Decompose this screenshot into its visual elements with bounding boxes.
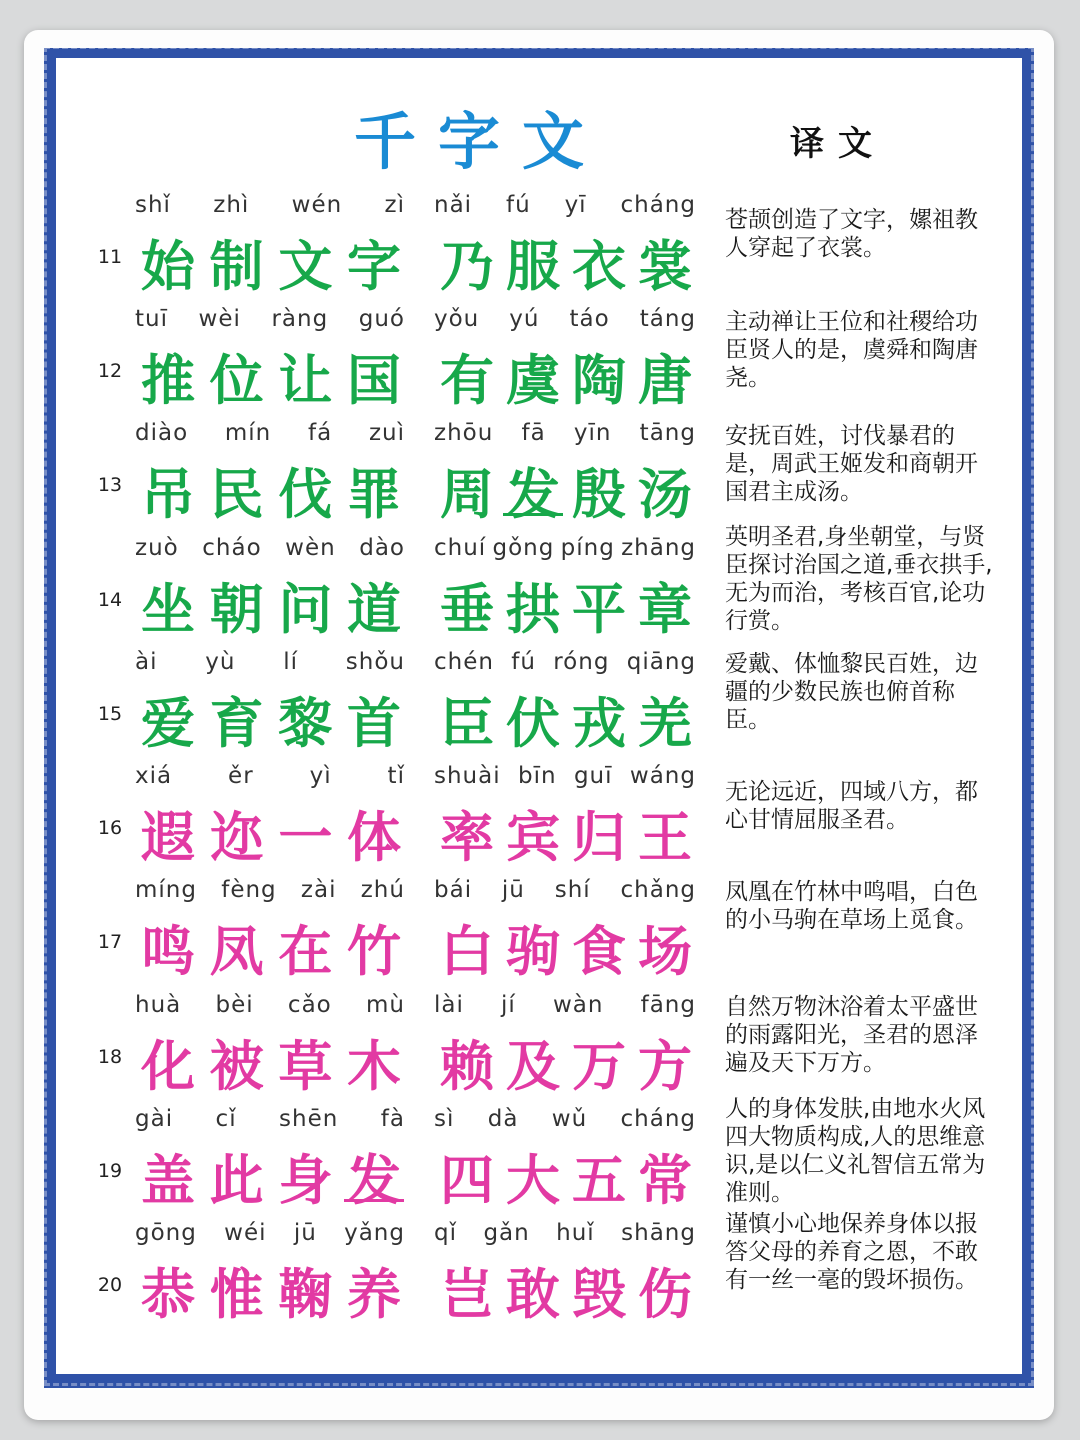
character-group-a (138, 452, 404, 526)
hanzi-character: 坐 (141, 577, 195, 641)
pinyin-syllable: mín (224, 420, 272, 446)
pinyin-group-a (135, 306, 405, 336)
pinyin-syllable: chuí (434, 535, 487, 561)
verse-translation: 爱戴、体恤黎民百姓，边疆的少数民族也俯首称臣。 (725, 651, 978, 733)
hanzi-character: 周 (440, 462, 494, 526)
verse-number: 16 (97, 817, 123, 839)
hanzi-character: 道 (346, 577, 401, 641)
pinyin-syllable: lài (434, 992, 464, 1018)
pinyin-syllable: sì (434, 1106, 455, 1132)
hanzi-character: 在 (278, 919, 333, 983)
character-group-b (437, 224, 695, 298)
pinyin-syllable: fèng (221, 877, 277, 903)
pinyin-group-a (135, 535, 405, 565)
pinyin-syllable: yǒu (434, 306, 480, 332)
pinyin-syllable: gǎn (483, 1220, 530, 1246)
verse-number: 12 (97, 360, 123, 382)
hanzi-character: 宾 (506, 805, 560, 869)
pinyin-syllable: dà (487, 1106, 519, 1132)
hanzi-character: 章 (638, 577, 692, 641)
pinyin-syllable: gōng (135, 1220, 197, 1246)
pinyin-syllable: shí (554, 877, 591, 903)
pinyin-group-b (434, 763, 696, 793)
hanzi-character: 臣 (440, 691, 494, 755)
pinyin-group-a (135, 420, 405, 450)
pinyin-group-a (135, 192, 405, 222)
hanzi-character: 垂 (440, 577, 494, 641)
pinyin-group-b (434, 877, 696, 907)
hanzi-character: 问 (278, 577, 333, 641)
hanzi-character: 有 (440, 348, 494, 412)
hanzi-character: 万 (572, 1034, 626, 1098)
pinyin-syllable: zì (384, 192, 405, 218)
pinyin-group-b (434, 306, 696, 336)
character-group-a (138, 1252, 404, 1326)
hanzi-character: 常 (638, 1148, 692, 1212)
pinyin-syllable: fá (308, 420, 333, 446)
pinyin-syllable: huà (135, 992, 182, 1018)
pinyin-syllable: huǐ (556, 1220, 595, 1246)
pinyin-syllable: gǒng (492, 535, 555, 561)
hanzi-character: 让 (278, 348, 333, 412)
hanzi-character: 首 (346, 691, 401, 755)
character-group-a (138, 567, 404, 641)
hanzi-character: 白 (440, 919, 494, 983)
character-group-b (437, 909, 695, 983)
pinyin-syllable: tuī (135, 306, 168, 332)
pinyin-syllable: cháng (620, 1106, 696, 1132)
hanzi-character: 竹 (346, 919, 401, 983)
pinyin-syllable: bái (434, 877, 473, 903)
pinyin-syllable: chǎng (620, 877, 696, 903)
hanzi-character: 场 (638, 919, 692, 983)
verse-translation: 安抚百姓，讨伐暴君的是，周武王姬发和商朝开国君主成汤。 (725, 423, 978, 505)
character-group-a (138, 1024, 404, 1098)
hanzi-character: 凤 (209, 919, 264, 983)
translation-header: 译文 (790, 124, 886, 164)
hanzi-character: 驹 (506, 919, 560, 983)
hanzi-character: 爱 (141, 691, 195, 755)
hanzi-character: 敢 (506, 1262, 560, 1326)
pinyin-syllable: zài (300, 877, 337, 903)
verse-number: 14 (97, 589, 123, 611)
hanzi-character: 黎 (278, 691, 333, 755)
pinyin-syllable: qǐ (434, 1220, 457, 1246)
hanzi-character: 文 (278, 234, 333, 298)
verse-translation: 人的身体发肤,由地水火风四大物质构成,人的思维意识,是以仁义礼智信五常为准则。 (725, 1096, 986, 1206)
hanzi-character: 殷 (572, 462, 626, 526)
verse-translation: 凤凰在竹林中鸣唱，白色的小马驹在草场上觅食。 (725, 879, 978, 933)
hanzi-character: 服 (506, 234, 560, 298)
hanzi-character: 衣 (572, 234, 626, 298)
pinyin-syllable: gài (135, 1106, 174, 1132)
character-group-a (138, 795, 404, 869)
pinyin-syllable: jí (501, 992, 516, 1018)
hanzi-character: 四 (440, 1148, 494, 1212)
hanzi-character: 方 (638, 1034, 692, 1098)
pinyin-syllable: zuì (368, 420, 405, 446)
character-group-b (437, 452, 695, 526)
pinyin-syllable: wǔ (551, 1106, 588, 1132)
pinyin-syllable: jū (293, 1220, 317, 1246)
hanzi-character: 字 (346, 234, 401, 298)
verse-translation: 英明圣君,身坐朝堂，与贤臣探讨治国之道,垂衣拱手,无为而治，考核百官,论功行赏。 (725, 524, 993, 634)
pinyin-syllable: ràng (271, 306, 329, 332)
character-group-a (138, 909, 404, 983)
character-group-b (437, 1024, 695, 1098)
pinyin-group-a (135, 877, 405, 907)
verse-number: 18 (97, 1046, 123, 1068)
character-group-a (138, 1138, 404, 1212)
verse-number: 20 (97, 1274, 123, 1296)
pinyin-syllable: yú (509, 306, 540, 332)
pinyin-syllable: zhì (213, 192, 250, 218)
pinyin-syllable: tāng (639, 420, 696, 446)
verse-translation: 谨慎小心地保养身体以报答父母的养育之恩，不敢有一丝一毫的毁坏损伤。 (725, 1211, 978, 1293)
pinyin-syllable: yù (205, 649, 236, 675)
hanzi-character: 恭 (141, 1262, 195, 1326)
pinyin-group-a (135, 763, 405, 793)
hanzi-character: 大 (506, 1148, 560, 1212)
pinyin-syllable: guó (358, 306, 405, 332)
pinyin-syllable: wén (291, 192, 343, 218)
hanzi-character: 毁 (572, 1262, 626, 1326)
pinyin-syllable: zhōu (434, 420, 494, 446)
pinyin-syllable: zuò (135, 535, 179, 561)
hanzi-character: 位 (209, 348, 264, 412)
character-group-b (437, 681, 695, 755)
hanzi-character: 此 (209, 1148, 264, 1212)
pinyin-syllable: ěr (228, 763, 254, 789)
pinyin-syllable: wèi (198, 306, 241, 332)
hanzi-character: 拱 (506, 577, 560, 641)
verse-translation: 自然万物沐浴着太平盛世的雨露阳光，圣君的恩泽遍及天下万方。 (725, 994, 978, 1076)
hanzi-character: 伤 (638, 1262, 692, 1326)
pinyin-syllable: wáng (629, 763, 696, 789)
hanzi-character: 五 (572, 1148, 626, 1212)
hanzi-character: 戎 (572, 691, 626, 755)
pinyin-syllable: fā (521, 420, 546, 446)
verse-translation: 无论远近，四域八方，都心甘情屈服圣君。 (725, 779, 978, 833)
verse-number: 11 (97, 246, 123, 268)
hanzi-character: 唐 (638, 348, 692, 412)
hanzi-character: 汤 (638, 462, 692, 526)
hanzi-character: 鸣 (141, 919, 195, 983)
pinyin-syllable: míng (135, 877, 197, 903)
pinyin-group-b (434, 1106, 696, 1136)
pinyin-syllable: yì (309, 763, 332, 789)
character-group-b (437, 795, 695, 869)
pinyin-syllable: dào (359, 535, 405, 561)
hanzi-character: 裳 (638, 234, 692, 298)
pinyin-syllable: shuài (434, 763, 501, 789)
character-group-b (437, 338, 695, 412)
pinyin-syllable: tǐ (387, 763, 405, 789)
character-group-a (138, 681, 404, 755)
hanzi-character: 养 (346, 1262, 401, 1326)
character-group-b (437, 1252, 695, 1326)
hanzi-character: 一 (278, 805, 333, 869)
hanzi-character: 育 (209, 691, 264, 755)
pinyin-syllable: táng (639, 306, 696, 332)
hanzi-character: 始 (141, 234, 195, 298)
pinyin-group-b (434, 1220, 696, 1250)
character-group-b (437, 1138, 695, 1212)
pinyin-syllable: lí (283, 649, 298, 675)
pinyin-syllable: yīn (573, 420, 612, 446)
hanzi-character: 被 (209, 1034, 264, 1098)
hanzi-character: 王 (638, 805, 692, 869)
hanzi-character: 陶 (572, 348, 626, 412)
hanzi-character: 赖 (440, 1034, 494, 1098)
character-group-a (138, 338, 404, 412)
pinyin-syllable: zhú (360, 877, 405, 903)
hanzi-character: 归 (572, 805, 626, 869)
pinyin-syllable: xiá (135, 763, 173, 789)
pinyin-syllable: jū (501, 877, 525, 903)
pinyin-syllable: wàn (552, 992, 604, 1018)
hanzi-character: 草 (278, 1034, 333, 1098)
verse-number: 13 (97, 474, 123, 496)
hanzi-character: 朝 (209, 577, 264, 641)
hanzi-character: 虞 (506, 348, 560, 412)
hanzi-character: 食 (572, 919, 626, 983)
hanzi-character: 平 (572, 577, 626, 641)
hanzi-character: 乃 (440, 234, 494, 298)
character-group-b (437, 567, 695, 641)
pinyin-syllable: táo (569, 306, 610, 332)
pinyin-syllable: cháo (202, 535, 262, 561)
hanzi-character: 吊 (141, 462, 195, 526)
pinyin-syllable: shǐ (135, 192, 171, 218)
hanzi-character: 国 (346, 348, 401, 412)
hanzi-character: 迩 (209, 805, 264, 869)
pinyin-syllable: róng (553, 649, 610, 675)
hanzi-character: 发 (503, 452, 563, 516)
hanzi-character: 制 (209, 234, 264, 298)
hanzi-character: 率 (440, 805, 494, 869)
hanzi-character: 化 (141, 1034, 195, 1098)
pinyin-syllable: cháng (620, 192, 696, 218)
hanzi-character: 罪 (346, 462, 401, 526)
character-group-a (138, 224, 404, 298)
hanzi-character: 民 (209, 462, 264, 526)
pinyin-group-a (135, 649, 405, 679)
pinyin-syllable: shēn (279, 1106, 339, 1132)
pinyin-syllable: píng (560, 535, 615, 561)
hanzi-character: 羌 (638, 691, 692, 755)
pinyin-syllable: wèn (285, 535, 336, 561)
pinyin-group-b (434, 535, 696, 565)
pinyin-group-b (434, 992, 696, 1022)
pinyin-syllable: zhāng (621, 535, 696, 561)
pinyin-syllable: shǒu (345, 649, 405, 675)
verse-translation: 苍颉创造了文字，嫘祖教人穿起了衣裳。 (725, 207, 978, 261)
pinyin-syllable: fāng (640, 992, 696, 1018)
pinyin-syllable: fú (511, 649, 536, 675)
pinyin-group-a (135, 1220, 405, 1250)
hanzi-character: 身 (278, 1148, 333, 1212)
hanzi-character: 遐 (141, 805, 195, 869)
verse-translation: 主动禅让王位和社稷给功臣贤人的是，虞舜和陶唐尧。 (725, 309, 978, 391)
pinyin-syllable: nǎi (434, 192, 473, 218)
hanzi-character: 盖 (141, 1148, 195, 1212)
page-title: 千字文 (353, 105, 606, 178)
hanzi-character: 推 (141, 348, 195, 412)
pinyin-syllable: chén (434, 649, 494, 675)
hanzi-character: 发 (344, 1138, 404, 1202)
pinyin-syllable: fà (380, 1106, 405, 1132)
pinyin-syllable: diào (135, 420, 189, 446)
pinyin-syllable: qiāng (626, 649, 696, 675)
pinyin-syllable: cǎo (287, 992, 332, 1018)
pinyin-syllable: ài (135, 649, 158, 675)
hanzi-character: 体 (346, 805, 401, 869)
hanzi-character: 岂 (440, 1262, 494, 1326)
hanzi-character: 惟 (209, 1262, 264, 1326)
pinyin-syllable: fú (505, 192, 531, 218)
verse-number: 15 (97, 703, 123, 725)
hanzi-character: 及 (506, 1034, 560, 1098)
pinyin-syllable: yǎng (344, 1220, 405, 1246)
pinyin-syllable: guī (573, 763, 613, 789)
pinyin-syllable: mù (366, 992, 405, 1018)
hanzi-character: 伐 (278, 462, 333, 526)
hanzi-character: 木 (346, 1034, 401, 1098)
hanzi-character: 鞠 (278, 1262, 333, 1326)
hanzi-character: 伏 (506, 691, 560, 755)
pinyin-syllable: wéi (224, 1220, 267, 1246)
pinyin-syllable: shāng (621, 1220, 696, 1246)
verse-number: 17 (97, 931, 123, 953)
pinyin-group-b (434, 649, 696, 679)
pinyin-syllable: bīn (518, 763, 557, 789)
pinyin-syllable: cǐ (215, 1106, 237, 1132)
pinyin-group-a (135, 992, 405, 1022)
pinyin-syllable: bèi (215, 992, 254, 1018)
pinyin-group-b (434, 420, 696, 450)
verse-number: 19 (97, 1160, 123, 1182)
pinyin-group-a (135, 1106, 405, 1136)
pinyin-group-b (434, 192, 696, 222)
pinyin-syllable: yī (564, 192, 587, 218)
